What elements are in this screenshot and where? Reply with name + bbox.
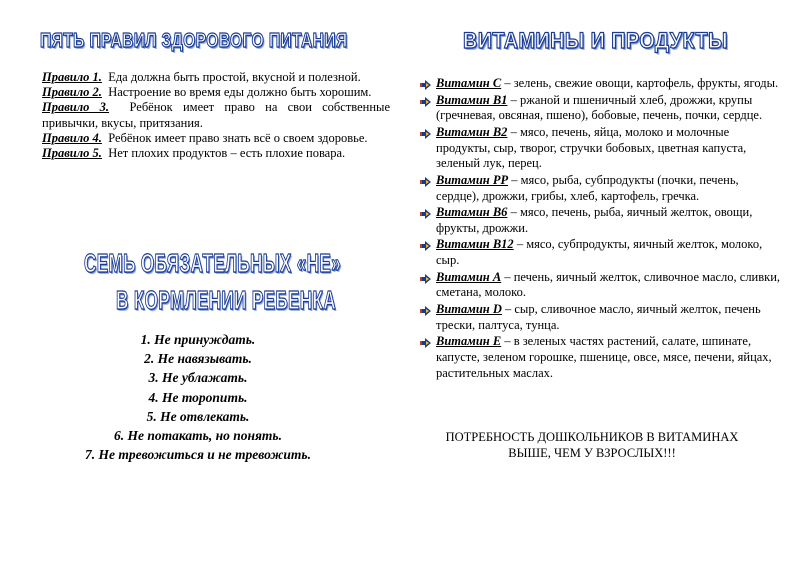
rule-label: Правило 3. — [42, 100, 110, 115]
not-item: 1. Не принуждать. — [140, 332, 256, 347]
vitamins-list — [420, 76, 782, 382]
vitamin-name: Витамин РР — [436, 172, 509, 187]
vitamin-sources: – зелень, свежие овощи, картофель, фрукты, ягоды. — [501, 76, 779, 90]
arrow-bullet-icon — [420, 176, 432, 186]
seven-nots-list — [40, 330, 356, 464]
arrow-bullet-icon — [420, 337, 432, 347]
vitamin-item — [420, 334, 782, 381]
vitamin-item — [420, 302, 782, 333]
rule-text: Ребёнок имеет право на свои собственные привычки, вкусы, притязания. — [42, 100, 390, 130]
arrow-bullet-icon — [420, 79, 432, 89]
not-item: 5. Не отвлекать. — [146, 408, 250, 424]
vitamin-name: Витамин С — [436, 76, 502, 90]
vitamin-item — [420, 270, 782, 301]
not-item: 4. Не торопить. — [148, 389, 248, 405]
arrow-bullet-icon — [420, 305, 432, 315]
arrow-bullet-icon — [420, 240, 432, 250]
rule-item — [42, 70, 390, 85]
rule-item — [42, 100, 390, 130]
vitamin-item — [420, 76, 782, 92]
vitamin-sources: – мясо, субпродукты, яичный желток, молоко, сыр. — [436, 237, 763, 268]
vitamins-heading: ВИТАМИНЫ И ПРОДУКТЫ — [463, 28, 728, 53]
rule-item — [42, 85, 390, 100]
not-item: 7. Не тревожиться и не тревожить. — [85, 447, 311, 463]
arrow-bullet-icon — [420, 273, 432, 283]
vitamin-sources: – ржаной и пшеничный хлеб, дрожжи, крупы (гречневая, овсяная, пшено), бобовые, печень, почки, сердце. — [436, 92, 763, 123]
seven-nots-heading-line2: В КОРМЛЕНИИ РЕБЕНКА — [116, 285, 337, 315]
rules-heading: ПЯТЬ ПРАВИЛ ЗДОРОВОГО ПИТАНИЯ — [40, 30, 348, 52]
arrow-bullet-icon — [420, 128, 432, 138]
vitamin-sources: – мясо, рыба, субпродукты (почки, печень, сердце), дрожжи, грибы, хлеб, картофель, гречка. — [436, 172, 739, 203]
vitamin-sources: – печень, яичный желток, сливочное масло, сливки, сметана, молоко. — [436, 269, 781, 300]
vitamin-note-line1: ПОТРЕБНОСТЬ ДОШКОЛЬНИКОВ В ВИТАМИНАХ — [445, 430, 739, 444]
not-item: 6. Не потакать, но понять. — [114, 428, 282, 444]
not-item: 2. Не навязывать. — [144, 351, 252, 367]
rule-text: Настроение во время еды должно быть хорошим. — [108, 85, 372, 100]
vitamin-name: Витамин Е — [436, 334, 502, 349]
rules-list — [42, 70, 390, 161]
vitamin-item — [420, 237, 782, 268]
vitamin-name: Витамин В1 — [436, 92, 508, 107]
vitamin-name: Витамин А — [436, 269, 502, 284]
rule-label: Правило 1. — [42, 70, 102, 84]
rule-label: Правило 5. — [42, 146, 102, 161]
vitamin-sources: – сыр, сливочное масло, яичный желток, печень трески, палтуса, тунца. — [436, 302, 761, 332]
vitamin-item — [420, 125, 782, 172]
rule-item — [42, 146, 390, 161]
rule-text: Еда должна быть простой, вкусной и полезной. — [108, 70, 361, 84]
vitamin-item — [420, 93, 782, 124]
vitamin-name: Витамин В2 — [436, 124, 508, 139]
vitamin-sources: – мясо, печень, рыба, яичный желток, овощи, фрукты, дрожжи. — [436, 205, 753, 235]
seven-nots-heading-line1: СЕМЬ ОБЯЗАТЕЛЬНЫХ «НЕ» — [84, 248, 342, 278]
vitamin-sources: – в зеленых частях растений, салате, шпинате, капусте, зеленом горошке, пшенице, овсе, мясе, печени, яйцах, растительных маслах. — [436, 334, 772, 380]
rule-text: Нет плохих продуктов – есть плохие повара. — [108, 146, 346, 161]
vitamin-sources: – мясо, печень, яйца, молоко и молочные продукты, сыр, творог, стручки бобовых, цветная капуста, зеленый лук, перец. — [436, 124, 747, 171]
vitamin-name: Витамин В12 — [436, 237, 514, 252]
rule-label: Правило 4. — [42, 130, 102, 145]
vitamin-name: Витамин В6 — [436, 205, 508, 220]
arrow-bullet-icon — [420, 96, 432, 106]
arrow-bullet-icon — [420, 208, 432, 218]
vitamin-note — [420, 430, 764, 461]
not-item: 3. Не ублажать. — [148, 370, 248, 386]
vitamin-name: Витамин D — [436, 302, 502, 317]
rule-text: Ребёнок имеет право знать всё о своем здоровье. — [108, 130, 368, 145]
rule-label: Правило 2. — [42, 85, 102, 100]
vitamin-item — [420, 205, 782, 236]
vitamin-item — [420, 173, 782, 204]
vitamin-note-line2: ВЫШЕ, ЧЕМ У ВЗРОСЛЫХ!!! — [508, 445, 676, 460]
rule-item — [42, 131, 390, 146]
